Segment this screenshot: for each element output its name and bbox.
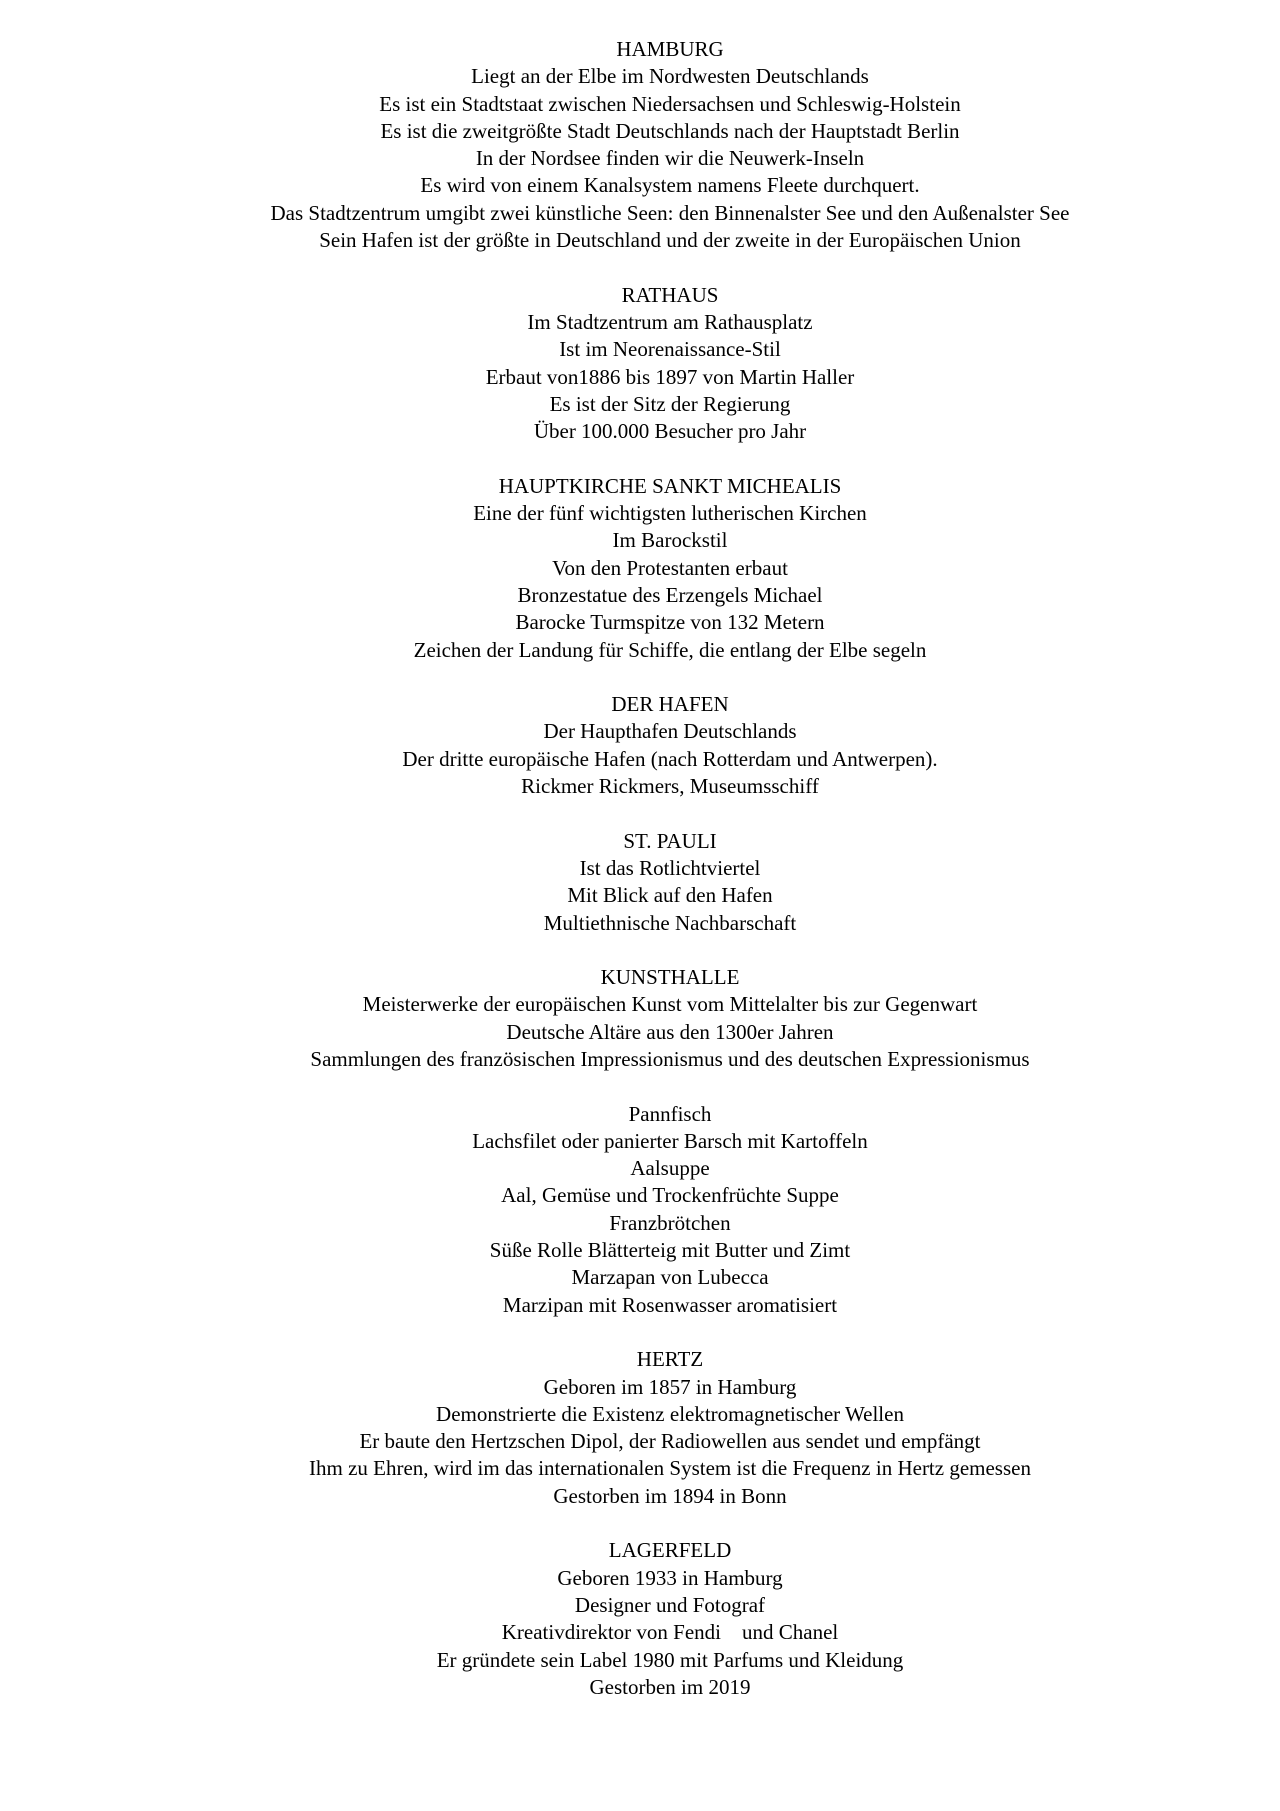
section-st-pauli — [0, 828, 1280, 937]
section-food — [0, 1101, 1280, 1319]
section-line: Von den Protestanten erbaut — [552, 555, 788, 580]
section-line: Sein Hafen ist der größte in Deutschland und der zweite in der Europäischen Union — [319, 228, 1021, 253]
section-title: HERTZ — [636, 1347, 704, 1372]
document-page — [0, 36, 1280, 1728]
section-line: Aal, Gemüse und Trockenfrüchte Suppe — [501, 1183, 839, 1208]
section-title: DER HAFEN — [611, 692, 729, 717]
section-line: Franzbrötchen — [609, 1210, 731, 1235]
section-line: Es wird von einem Kanalsystem namens Fleete durchquert. — [420, 173, 920, 198]
section-line: Deutsche Altäre aus den 1300er Jahren — [506, 1019, 834, 1044]
section-title: ST. PAULI — [623, 828, 717, 853]
section-rathaus — [0, 282, 1280, 446]
section-title: Pannfisch — [628, 1101, 712, 1126]
section-line: Es ist die zweitgrößte Stadt Deutschlands nach der Hauptstadt Berlin — [380, 118, 960, 143]
section-line: Geboren 1933 in Hamburg — [557, 1565, 783, 1590]
section-title: KUNSTHALLE — [600, 965, 740, 990]
section-line: Designer und Fotograf — [574, 1592, 766, 1617]
section-line: Gestorben im 1894 in Bonn — [553, 1483, 787, 1508]
section-line: Geboren im 1857 in Hamburg — [543, 1374, 797, 1399]
section-line: Er gründete sein Label 1980 mit Parfums und Kleidung — [436, 1647, 904, 1672]
section-line: Ist das Rotlichtviertel — [579, 855, 761, 880]
section-line: Barocke Turmspitze von 132 Metern — [515, 610, 825, 635]
section-title: HAUPTKIRCHE SANKT MICHEALIS — [498, 473, 842, 498]
section-line: Der Haupthafen Deutschlands — [543, 719, 797, 744]
section-kunsthalle — [0, 964, 1280, 1073]
section-line: Liegt an der Elbe im Nordwesten Deutschlands — [471, 64, 869, 89]
section-line: Rickmer Rickmers, Museumsschiff — [521, 774, 819, 799]
section-line: Kreativdirektor von Fendi und Chanel — [501, 1620, 839, 1645]
section-hafen — [0, 691, 1280, 800]
section-line: Aalsuppe — [630, 1156, 710, 1181]
section-line: Es ist der Sitz der Regierung — [549, 391, 791, 416]
section-line: Er baute den Hertzschen Dipol, der Radiowellen aus sendet und empfängt — [359, 1429, 981, 1454]
section-line: Mit Blick auf den Hafen — [567, 883, 773, 908]
section-line: Sammlungen des französischen Impressionismus und des deutschen Expressionismus — [310, 1046, 1030, 1071]
section-title: HAMBURG — [616, 37, 724, 61]
section-line: Lachsfilet oder panierter Barsch mit Kartoffeln — [472, 1128, 868, 1153]
section-line: Multiethnische Nachbarschaft — [543, 910, 797, 935]
section-line: Ist im Neorenaissance-Stil — [559, 337, 781, 362]
section-lagerfeld — [0, 1537, 1280, 1701]
section-line: Bronzestatue des Erzengels Michael — [517, 582, 823, 607]
section-line: Süße Rolle Blätterteig mit Butter und Zimt — [489, 1238, 851, 1263]
section-line: Marzipan mit Rosenwasser aromatisiert — [502, 1292, 838, 1317]
section-line: Im Barockstil — [612, 528, 728, 553]
section-line: In der Nordsee finden wir die Neuwerk-Inseln — [475, 146, 865, 171]
section-line: Über 100.000 Besucher pro Jahr — [533, 419, 807, 444]
section-michaelis — [0, 473, 1280, 664]
section-hamburg — [0, 36, 1280, 254]
section-title: RATHAUS — [621, 282, 719, 307]
section-line: Es ist ein Stadtstaat zwischen Niedersachsen und Schleswig-Holstein — [379, 91, 961, 116]
section-line: Marzapan von Lubecca — [571, 1265, 769, 1290]
section-line: Erbaut von1886 bis 1897 von Martin Haller — [485, 364, 855, 389]
section-line: Im Stadtzentrum am Rathausplatz — [527, 309, 813, 334]
section-title: LAGERFELD — [608, 1538, 732, 1563]
section-line: Demonstrierte die Existenz elektromagnetischer Wellen — [436, 1401, 904, 1426]
section-line: Das Stadtzentrum umgibt zwei künstliche Seen: den Binnenalster See und den Außenalster See — [270, 200, 1070, 225]
section-hertz — [0, 1346, 1280, 1510]
section-line: Meisterwerke der europäischen Kunst vom Mittelalter bis zur Gegenwart — [362, 992, 978, 1017]
section-line: Der dritte europäische Hafen (nach Rotterdam und Antwerpen). — [402, 746, 938, 771]
section-line: Gestorben im 2019 — [589, 1674, 751, 1699]
section-line: Eine der fünf wichtigsten lutherischen Kirchen — [473, 501, 867, 526]
section-line: Zeichen der Landung für Schiffe, die entlang der Elbe segeln — [413, 637, 927, 662]
section-line: Ihm zu Ehren, wird im das internationalen System ist die Frequenz in Hertz gemessen — [309, 1456, 1031, 1481]
